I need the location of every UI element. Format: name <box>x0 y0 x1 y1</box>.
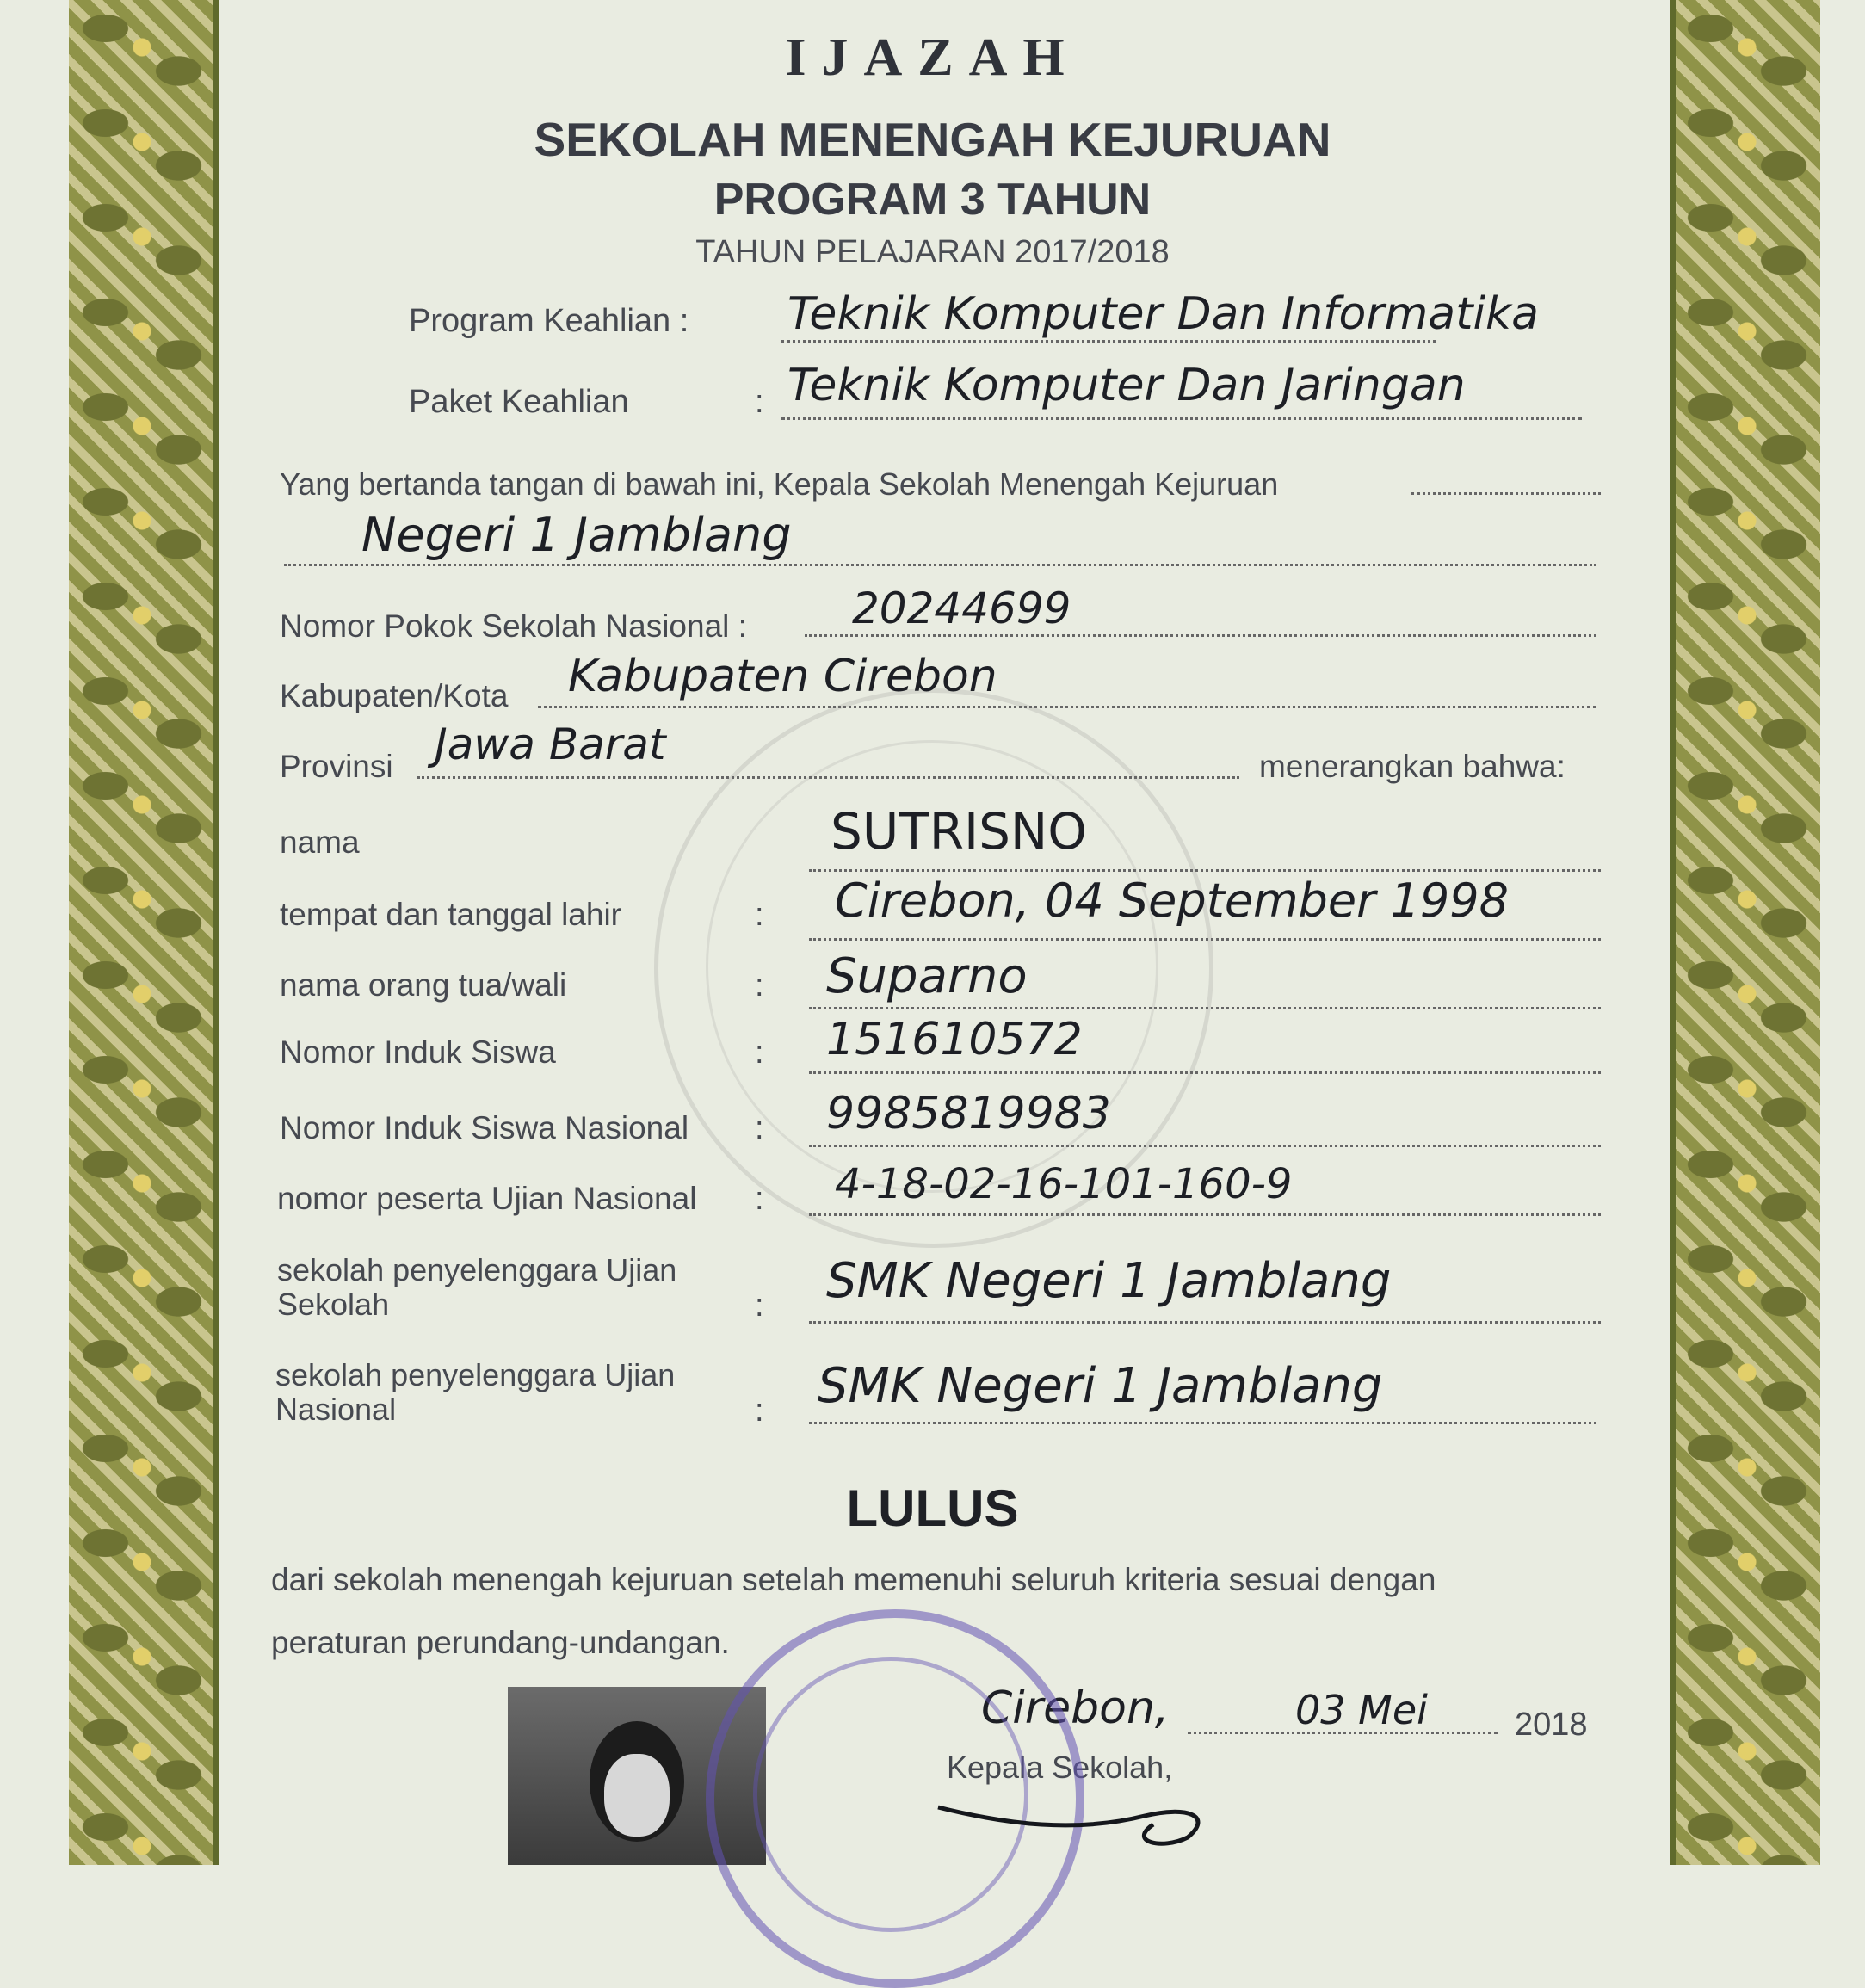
colon: : <box>755 967 764 1003</box>
dotted-line <box>781 340 1436 343</box>
field-value-nis: 151610572 <box>826 1014 1083 1065</box>
provinsi-label: Provinsi <box>280 749 393 784</box>
value-ujian-sekolah: SMK Negeri 1 Jamblang <box>826 1253 1392 1309</box>
colon: : <box>755 1110 764 1146</box>
field-value-nomor-peserta: 4-18-02-16-101-160-9 <box>835 1160 1293 1208</box>
colon: : <box>755 1392 764 1429</box>
field-label-nisn: Nomor Induk Siswa Nasional <box>280 1110 689 1145</box>
field-label-nama: nama <box>280 824 360 860</box>
result-paragraph-line1: dari sekolah menengah kejuruan setelah memenuhi seluruh kriteria sesuai dengan <box>271 1562 1436 1597</box>
dotted-line <box>809 938 1601 941</box>
field-label-orang-tua: nama orang tua/wali <box>280 967 567 1003</box>
signature-place: Cirebon, <box>981 1682 1170 1734</box>
ornamental-border-left <box>69 0 215 1865</box>
dotted-line <box>809 1213 1601 1216</box>
colon: : <box>755 1287 764 1324</box>
result-paragraph-line2: peraturan perundang-undangan. <box>271 1625 730 1660</box>
label-ujian-sekolah-line2: Sekolah <box>277 1287 390 1322</box>
dotted-line <box>1188 1732 1498 1734</box>
ornamental-border-right <box>1674 0 1820 1865</box>
dotted-line <box>1411 492 1601 495</box>
program-keahlian-label: Program Keahlian : <box>409 303 689 339</box>
dotted-line <box>809 1071 1601 1074</box>
signature-date: 03 Mei <box>1295 1687 1428 1733</box>
colon: : <box>755 897 764 933</box>
label-ujian-nasional-line1: sekolah penyelenggara Ujian <box>275 1357 676 1392</box>
colon: : <box>755 1181 764 1217</box>
field-value-orang-tua: Suparno <box>826 948 1028 1004</box>
menerangkan-text: menerangkan bahwa: <box>1259 749 1565 784</box>
kabupaten-value: Kabupaten Cirebon <box>568 651 997 702</box>
headmaster-signature <box>929 1790 1239 1850</box>
dotted-line <box>538 706 1596 708</box>
dotted-line <box>809 1422 1596 1424</box>
signature-role: Kepala Sekolah, <box>947 1750 1173 1785</box>
school-type-heading: SEKOLAH MENENGAH KEJURUAN <box>534 113 1331 166</box>
dotted-line <box>805 634 1596 637</box>
value-ujian-nasional: SMK Negeri 1 Jamblang <box>818 1358 1383 1414</box>
provinsi-value: Jawa Barat <box>435 719 666 769</box>
kabupaten-label: Kabupaten/Kota <box>280 678 509 713</box>
field-label-ttl: tempat dan tanggal lahir <box>280 897 621 932</box>
npsn-label: Nomor Pokok Sekolah Nasional : <box>280 608 747 644</box>
paket-keahlian-value: Teknik Komputer Dan Jaringan <box>787 360 1466 411</box>
field-value-nama: SUTRISNO <box>831 802 1087 861</box>
dotted-line <box>809 1145 1601 1147</box>
program-keahlian-value: Teknik Komputer Dan Informatika <box>787 288 1539 340</box>
photo-face <box>604 1754 670 1837</box>
paket-keahlian-label: Paket Keahlian <box>409 384 629 420</box>
field-value-ttl: Cirebon, 04 September 1998 <box>835 874 1509 928</box>
field-label-nis: Nomor Induk Siswa <box>280 1034 556 1070</box>
npsn-value: 20244699 <box>852 583 1071 633</box>
dotted-line <box>781 417 1582 420</box>
field-label-nomor-peserta: nomor peserta Ujian Nasional <box>277 1181 697 1216</box>
label-ujian-nasional-line2: Nasional <box>275 1392 397 1427</box>
dotted-line <box>417 776 1239 779</box>
dotted-line <box>809 1321 1601 1324</box>
field-value-nisn: 9985819983 <box>826 1088 1111 1139</box>
label-ujian-sekolah-line1: sekolah penyelenggara Ujian <box>277 1252 677 1287</box>
dotted-line <box>284 564 1596 566</box>
dotted-line <box>809 1007 1601 1009</box>
colon: : <box>755 384 764 420</box>
school-name-value: Negeri 1 Jamblang <box>361 508 792 562</box>
signature-year: 2018 <box>1515 1707 1588 1743</box>
dotted-line <box>809 869 1601 872</box>
intro-text: Yang bertanda tangan di bawah ini, Kepala Sekolah Menengah Kejuruan <box>280 466 1279 502</box>
status-lulus: LULUS <box>846 1479 1019 1537</box>
program-heading: PROGRAM 3 TAHUN <box>713 175 1152 225</box>
academic-year: TAHUN PELAJARAN 2017/2018 <box>695 234 1170 270</box>
document-title: IJAZAH <box>785 28 1080 87</box>
colon: : <box>755 1034 764 1071</box>
